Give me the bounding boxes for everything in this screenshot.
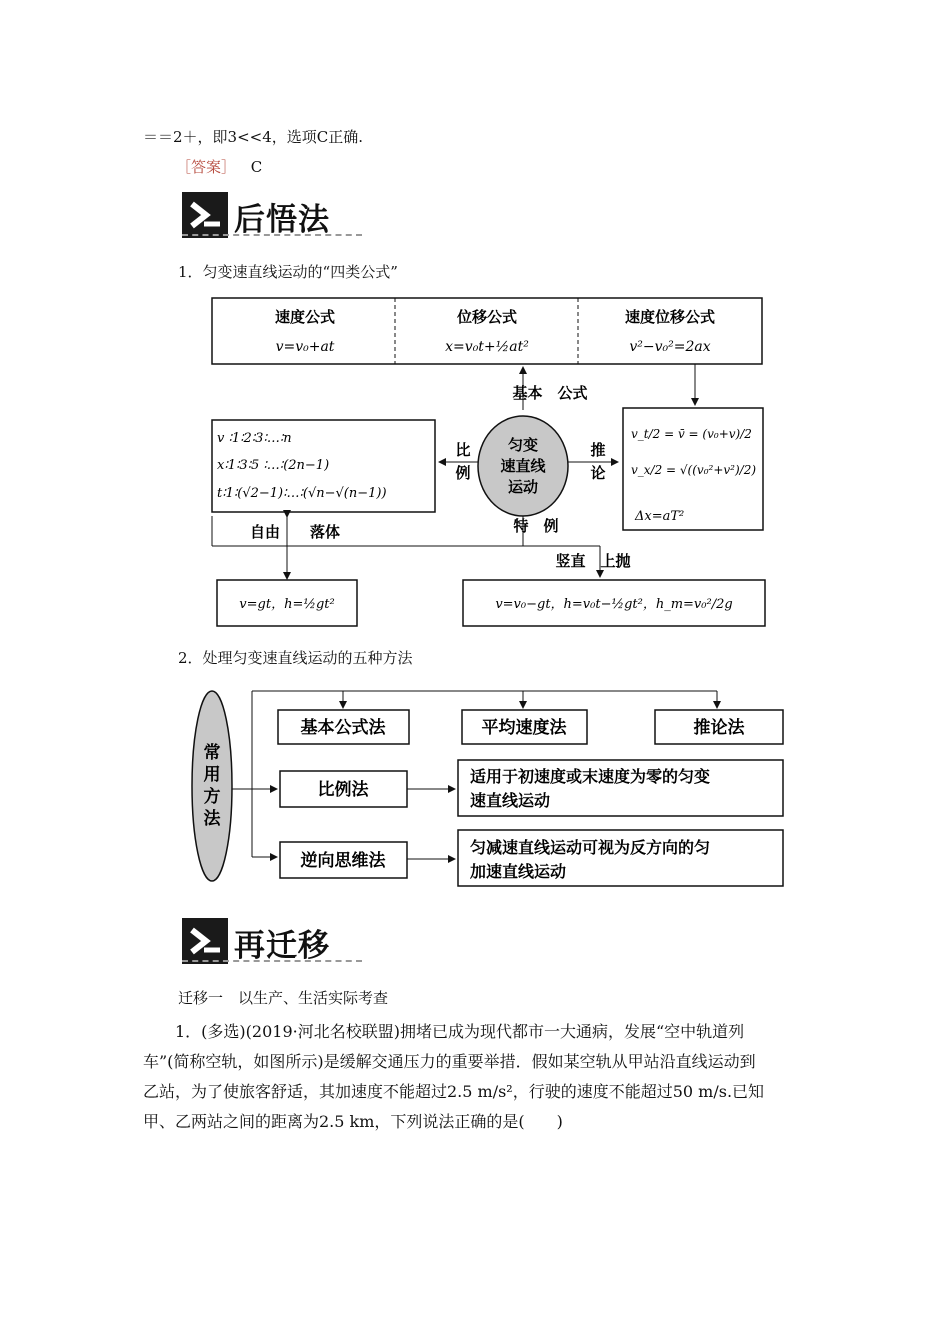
method-4: 比例法 (317, 780, 369, 800)
infer-1: v_t/2 = v̄ = (v₀+v)/2 (631, 427, 752, 441)
infer-2: v_x/2 = √((v₀²+v²)/2) (631, 463, 757, 477)
label-infer-1: 推 (590, 441, 606, 459)
oval-char-4: 法 (203, 809, 221, 829)
label-ratio-2: 例 (455, 464, 471, 482)
formula-diagram (195, 290, 795, 635)
sd-title: 速度位移公式 (624, 308, 716, 326)
methods-diagram (190, 683, 790, 893)
answer-tag: ［答案］ (176, 158, 237, 176)
desc-4-line-1: 适用于初速度或末速度为零的匀变 (470, 767, 711, 786)
disp-formula: x=v₀t+½at² (445, 339, 529, 355)
banner-divider (182, 960, 362, 962)
center-line-3: 运动 (507, 478, 539, 496)
chevron-right-icon (182, 918, 228, 964)
top-line: ＝＝2＋，即3<<4，选项C正确. (143, 128, 364, 146)
problem-line: 甲、乙两站之间的距离为2.5 km，下列说法正确的是( ) (143, 1112, 563, 1131)
problem-text (143, 1017, 813, 1137)
problem-line: 车”(简称空轨，如图所示)是缓解交通压力的重要举措．假如某空轨从甲站沿直线运动到 (143, 1052, 756, 1071)
ratio-v: v ∶1∶2∶3∶…∶n (217, 431, 292, 446)
answer-line (176, 157, 262, 177)
infer-3: Δx=aT² (635, 509, 685, 524)
freefall-formula: v=gt，h=½gt² (239, 597, 335, 612)
label-basic: 基本 公式 (512, 384, 588, 402)
speed-formula: v=v₀+at (275, 339, 335, 355)
oval-char-1: 常 (203, 743, 221, 763)
oval-char-2: 用 (203, 765, 221, 785)
center-line-1: 匀变 (507, 436, 539, 454)
heading-1: 1．匀变速直线运动的“四类公式” (178, 263, 398, 281)
oval-char-3: 方 (203, 787, 221, 807)
label-freefall: 自由 落体 (249, 523, 341, 541)
label-vertical: 竖直 上抛 (555, 552, 631, 570)
center-line-2: 速直线 (500, 457, 546, 475)
section-title-2: 再迁移 (234, 928, 330, 964)
vertical-formula: v=v₀−gt，h=v₀t−½gt²，h_m=v₀²/2g (495, 597, 733, 612)
heading-2: 2．处理匀变速直线运动的五种方法 (178, 649, 413, 667)
problem-line: 乙站，为了使旅客舒适，其加速度不能超过2.5 m/s²，行驶的速度不能超过50 m/s.已知 (143, 1082, 765, 1101)
method-5: 逆向思维法 (300, 851, 386, 871)
sd-formula: v²−v₀²=2ax (629, 339, 711, 355)
section-banner-2 (182, 918, 382, 968)
disp-title: 位移公式 (456, 308, 518, 326)
section-title-1: 后悟法 (234, 202, 330, 238)
method-2: 平均速度法 (481, 718, 567, 738)
label-special: 特 例 (513, 517, 559, 535)
section-banner-1 (182, 192, 382, 242)
sub-heading: 迁移一 以生产、生活实际考查 (178, 989, 389, 1007)
desc-5-line-2: 加速直线运动 (470, 862, 567, 881)
chevron-right-icon (182, 192, 228, 238)
answer-value: C (250, 158, 263, 176)
methods-oval (192, 691, 232, 881)
label-infer-2: 论 (590, 464, 606, 482)
speed-title: 速度公式 (274, 308, 336, 326)
method-1: 基本公式法 (300, 718, 386, 738)
label-ratio-1: 比 (455, 441, 471, 459)
banner-divider (182, 234, 362, 236)
desc-4-line-2: 速直线运动 (470, 791, 551, 810)
method-3: 推论法 (693, 718, 745, 738)
ratio-t: t∶1∶(√2−1)∶…∶(√n−√(n−1)) (217, 486, 387, 501)
problem-line: 1．(多选)(2019·河北名校联盟)拥堵已成为现代都市一大通病，发展“空中轨道列 (143, 1022, 745, 1041)
ratio-x: x∶1∶3∶5 ∶…∶(2n−1) (217, 458, 330, 473)
desc-5-line-1: 匀减速直线运动可视为反方向的匀 (470, 838, 711, 857)
